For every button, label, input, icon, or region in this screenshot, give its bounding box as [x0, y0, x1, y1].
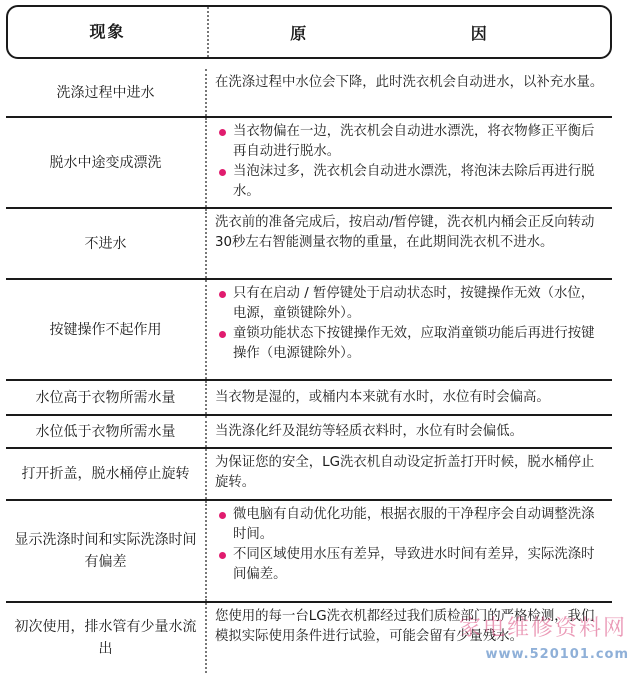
bullet-item: 当衣物偏在一边，洗衣机会自动进水漂洗，将衣物修正平衡后再自动进行脱水。 — [215, 122, 606, 162]
bullet-item: 不同区域使用水压有差异，导致进水时间有差异，实际洗涤时间偏差。 — [215, 545, 606, 585]
cause-cell: 洗衣前的准备完成后，按启动/暂停键，洗衣机内桶会正反向转动30秒左右智能测量衣物的重量，在此期间洗衣机不进水。 — [205, 209, 612, 278]
symptom-cell: 水位高于衣物所需水量 — [35, 389, 176, 406]
symptom-cell: 不进水 — [84, 235, 127, 252]
header-cause-b: 因 — [470, 23, 489, 43]
table-row — [6, 416, 612, 449]
table-header — [6, 5, 612, 59]
cause-cell — [205, 280, 612, 379]
table-row — [6, 381, 612, 416]
bullet-item: 只有在启动 / 暂停键处于启动状态时，按键操作无效（水位，电源，童锁键除外）。 — [215, 284, 606, 324]
cause-cell: 在洗涤过程中水位会下降，此时洗衣机会自动进水，以补充水量。 — [205, 69, 612, 116]
troubleshooting-table — [6, 5, 612, 673]
symptom-cell: 显示洗涤时间和实际洗涤时间有偏差 — [14, 532, 197, 570]
cause-cell — [205, 501, 612, 601]
watermark-logo: 家电维修资料网 — [458, 616, 627, 641]
table-row — [6, 280, 612, 381]
cause-cell — [205, 118, 612, 207]
symptom-cell: 脱水中途变成漂洗 — [49, 154, 162, 171]
bullet-item: 微电脑有自动优化功能，根据衣服的干净程序会自动调整洗涤时间。 — [215, 505, 606, 545]
symptom-cell: 打开折盖，脱水桶停止旋转 — [21, 466, 190, 482]
cause-cell: 当洗涤化纤及混纺等轻质衣料时，水位有时会偏低。 — [205, 416, 612, 447]
header-symptom: 现象 — [89, 22, 126, 41]
table-row — [6, 118, 612, 209]
header-cause-a: 原 — [290, 23, 309, 43]
bullet-item: 当泡沫过多，洗衣机会自动进水漂洗，将泡沫去除后再进行脱水。 — [215, 162, 606, 202]
cause-cell: 您使用的每一台LG洗衣机都经过我们质检部门的严格检测，我们模拟实际使用条件进行试验，可能会留有少量残水。 — [205, 603, 612, 673]
symptom-cell: 洗涤过程中进水 — [56, 84, 155, 101]
table-row — [6, 501, 612, 603]
symptom-cell: 初次使用，排水管有少量水流出 — [14, 619, 197, 657]
watermark-url: www.520101.com — [485, 647, 629, 662]
table-row — [6, 69, 612, 118]
cause-cell: 当衣物是湿的，或桶内本来就有水时，水位有时会偏高。 — [205, 381, 612, 414]
symptom-cell: 水位低于衣物所需水量 — [35, 423, 176, 440]
table-row — [6, 209, 612, 280]
header-cause — [207, 7, 610, 57]
bullet-item: 童锁功能状态下按键操作无效，应取消童锁功能后再进行按键操作（电源键除外）。 — [215, 324, 606, 364]
symptom-cell: 按键操作不起作用 — [49, 321, 162, 338]
cause-cell: 为保证您的安全，LG洗衣机自动设定折盖打开时候，脱水桶停止旋转。 — [205, 449, 612, 499]
table-row — [6, 449, 612, 501]
